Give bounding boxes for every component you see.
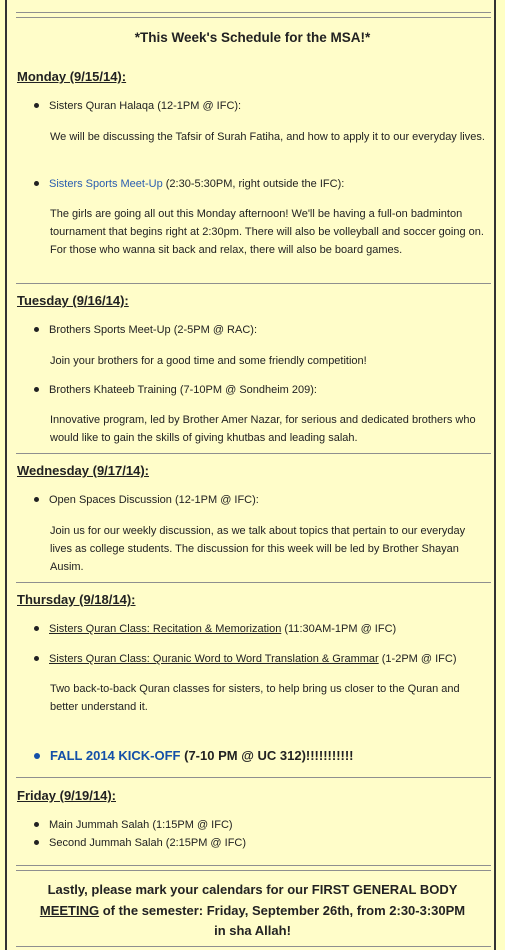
wednesday-desc-discussion: Join us for our weekly discussion, as we talk about topics that pertain to our everyday lives as college students. The discussion for this week will be led by Brother Shayan Ausim. <box>50 525 466 573</box>
bullet-icon <box>34 822 39 827</box>
kickoff-link[interactable]: FALL 2014 KICK-OFF <box>50 748 181 763</box>
top-divider <box>16 12 491 18</box>
bullet-icon <box>34 626 39 631</box>
recitation-class-link[interactable]: Sisters Quran Class: Recitation & Memorization <box>49 623 282 635</box>
monday-heading: Monday (9/15/14): <box>17 69 127 84</box>
bullet-icon <box>34 840 39 845</box>
monday-item-sports: Sisters Sports Meet-Up (2:30-5:30PM, right outside the IFC): <box>34 178 344 190</box>
bullet-icon <box>34 387 39 392</box>
divider <box>16 865 491 871</box>
thursday-desc-quran: Two back-to-back Quran classes for sisters, to help bring us closer to the Quran and better understand it. <box>50 683 460 713</box>
bullet-icon <box>34 497 39 502</box>
divider <box>16 453 491 454</box>
bullet-icon <box>34 327 39 332</box>
divider <box>16 283 491 284</box>
tuesday-desc-sports: Join your brothers for a good time and some friendly competition! <box>50 355 367 367</box>
friday-item-second-jummah: Second Jummah Salah (2:15PM @ IFC) <box>34 837 246 849</box>
tuesday-item-khateeb: Brothers Khateeb Training (7-10PM @ Sondheim 209): <box>34 384 317 396</box>
monday-desc-halaqa: We will be discussing the Tafsir of Surah Fatiha, and how to apply it to our everyday lives. <box>50 131 485 143</box>
bullet-icon <box>34 181 39 186</box>
thursday-item-translation: Sisters Quran Class: Quranic Word to Word Translation & Grammar (1-2PM @ IFC) <box>34 653 456 665</box>
monday-item-halaqa: Sisters Quran Halaqa (12-1PM @ IFC): <box>34 100 241 112</box>
translation-class-link[interactable]: Sisters Quran Class: Quranic Word to Word Translation & Grammar <box>49 653 379 665</box>
bullet-icon <box>34 103 39 108</box>
friday-heading: Friday (9/19/14): <box>17 788 116 803</box>
thursday-heading: Thursday (9/18/14): <box>17 592 136 607</box>
wednesday-heading: Wednesday (9/17/14): <box>17 463 149 478</box>
tuesday-item-sports: Brothers Sports Meet-Up (2-5PM @ RAC): <box>34 324 257 336</box>
kickoff-item: FALL 2014 KICK-OFF (7-10 PM @ UC 312)!!!!!!!!!!! <box>34 748 354 763</box>
bullet-icon <box>34 656 39 661</box>
bottom-divider <box>16 946 491 947</box>
wednesday-item-discussion: Open Spaces Discussion (12-1PM @ IFC): <box>34 494 259 506</box>
thursday-item-recitation: Sisters Quran Class: Recitation & Memorization (11:30AM-1PM @ IFC) <box>34 623 396 635</box>
sisters-sports-link[interactable]: Sisters Sports Meet-Up <box>49 178 163 190</box>
bullet-icon <box>34 753 40 759</box>
divider <box>16 777 491 778</box>
friday-item-main-jummah: Main Jummah Salah (1:15PM @ IFC) <box>34 819 233 831</box>
tuesday-desc-khateeb: Innovative program, led by Brother Amer Nazar, for serious and dedicated brothers who would like to gain the skills of giving khutbas and leading salah. <box>50 414 476 444</box>
tuesday-heading: Tuesday (9/16/14): <box>17 293 129 308</box>
page-title: *This Week's Schedule for the MSA!* <box>134 30 371 45</box>
divider <box>16 582 491 583</box>
general-body-announcement: Lastly, please mark your calendars for our FIRST GENERAL BODY MEETING of the semester: Friday, September 26th, from 2:30-3:30PM in sha Allah! <box>39 882 466 938</box>
monday-desc-sports: The girls are going all out this Monday afternoon! We'll be having a full-on badminton tournament that begins right at 2:30pm. There will also be volleyball and soccer going on. For those who wanna sit back and relax, there will also be board games. <box>50 208 484 256</box>
